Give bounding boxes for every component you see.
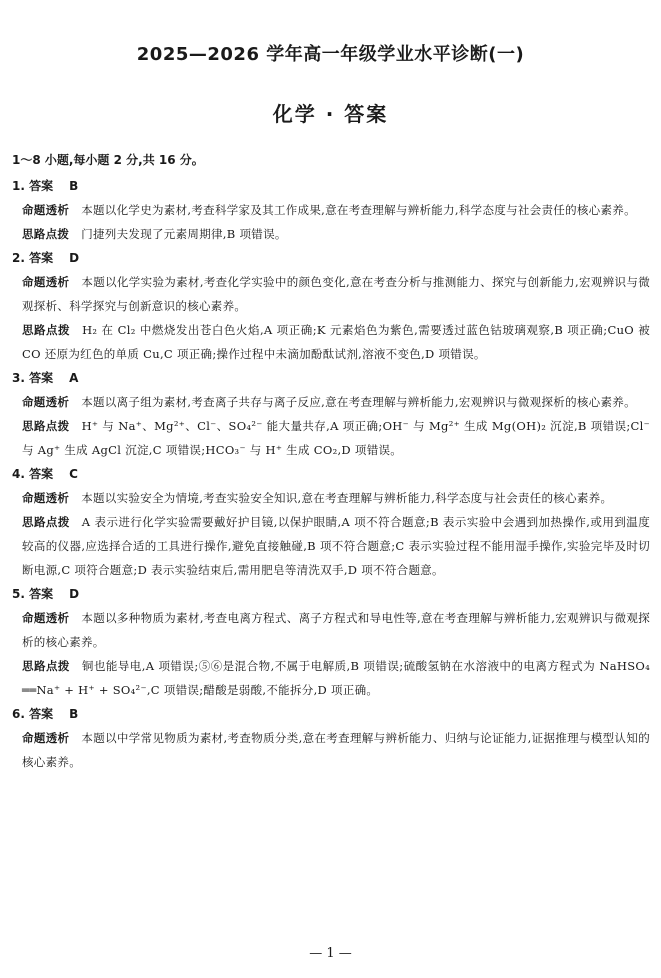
analysis-label: 命题透析 (22, 275, 70, 289)
answer-letter: D (69, 251, 80, 265)
analysis-text: 本题以化学史为素材,考查科学家及其工作成果,意在考查理解与辨析能力,科学态度与社会责任的核心素养。 (81, 203, 636, 217)
answer-content (12, 150, 650, 774)
analysis-paragraph (22, 198, 650, 222)
page-subtitle: 化学 · 答案 (272, 102, 389, 126)
analysis-label: 命题透析 (22, 731, 70, 745)
tip-paragraph (22, 510, 650, 582)
answer-line (12, 462, 650, 486)
answer-line (12, 174, 650, 198)
analysis-paragraph (22, 726, 650, 774)
tip-text: H⁺ 与 Na⁺、Mg²⁺、Cl⁻、SO₄²⁻ 能大量共存,A 项正确;OH⁻ 与 Mg²⁺ 生成 Mg(OH)₂ 沉淀,B 项错误;Cl⁻ 与 Ag⁺ 生成 AgCl 沉淀,C 项错误;HCO₃⁻ 与 H⁺ 生成 CO₂,D 项错误。 (22, 419, 651, 457)
question-number: 2. 答案 (12, 251, 54, 265)
question-number: 6. 答案 (12, 707, 54, 721)
answer-letter: D (69, 587, 80, 601)
analysis-text: 本题以实验安全为情境,考查实验安全知识,意在考查理解与辨析能力,科学态度与社会责任的核心素养。 (81, 491, 613, 505)
page-number: — 1 — (309, 946, 352, 961)
analysis-paragraph (22, 270, 650, 318)
tip-text: H₂ 在 Cl₂ 中燃烧发出苍白色火焰,A 项正确;K 元素焰色为紫色,需要透过蓝色钴玻璃观察,B 项正确;CuO 被 CO 还原为红色的单质 Cu,C 项正确;操作过程中未滴加酚酞试剂,溶液不变色,D 项错误。 (22, 323, 650, 361)
tip-paragraph (22, 414, 650, 462)
analysis-label: 命题透析 (22, 395, 70, 409)
tip-paragraph (22, 222, 650, 246)
question-block (12, 246, 650, 366)
question-number: 4. 答案 (12, 467, 54, 481)
tip-label: 思路点拨 (22, 323, 71, 337)
tip-paragraph (22, 654, 650, 702)
question-block (12, 702, 650, 774)
answer-letter: B (69, 707, 79, 721)
section-intro: 1～8 小题,每小题 2 分,共 16 分。 (12, 153, 204, 167)
tip-label: 思路点拨 (22, 419, 70, 433)
answer-letter: B (69, 179, 79, 193)
answer-line (12, 702, 650, 726)
answer-line (12, 366, 650, 390)
tip-text: 门捷列夫发现了元素周期律,B 项错误。 (81, 227, 287, 241)
tip-label: 思路点拨 (22, 227, 70, 241)
analysis-paragraph (22, 390, 650, 414)
page-title: 2025—2026 学年高一年级学业水平诊断(一) (136, 44, 525, 65)
question-block (12, 174, 650, 246)
analysis-label: 命题透析 (22, 203, 70, 217)
tip-text: 铜也能导电,A 项错误;⑤⑥是混合物,不属于电解质,B 项错误;硫酸氢钠在水溶液中的电离方程式为 NaHSO₄ ══Na⁺ + H⁺ + SO₄²⁻,C 项错误;醋酸是弱酸,不能拆分,D 项正确。 (22, 659, 651, 697)
tip-label: 思路点拨 (22, 515, 70, 529)
question-block (12, 366, 650, 462)
analysis-text: 本题以中学常见物质为素材,考查物质分类,意在考查理解与辨析能力、归纳与论证能力,证据推理与模型认知的核心素养。 (22, 731, 651, 769)
analysis-paragraph (22, 486, 650, 510)
tip-paragraph (22, 318, 650, 366)
analysis-label: 命题透析 (22, 491, 70, 505)
question-number: 5. 答案 (12, 587, 54, 601)
answer-letter: C (69, 467, 78, 481)
question-number: 1. 答案 (12, 179, 54, 193)
tip-label: 思路点拨 (22, 659, 70, 673)
question-number: 3. 答案 (12, 371, 54, 385)
analysis-text: 本题以离子组为素材,考查离子共存与离子反应,意在考查理解与辨析能力,宏观辨识与微观探析的核心素养。 (81, 395, 636, 409)
analysis-label: 命题透析 (22, 611, 70, 625)
question-block (12, 582, 650, 702)
question-block (12, 462, 650, 582)
answer-line (12, 582, 650, 606)
analysis-text: 本题以化学实验为素材,考查化学实验中的颜色变化,意在考查分析与推测能力、探究与创新能力,宏观辨识与微观探析、科学探究与创新意识的核心素养。 (22, 275, 651, 313)
answer-line (12, 246, 650, 270)
tip-text: A 表示进行化学实验需要戴好护目镜,以保护眼睛,A 项不符合题意;B 表示实验中会遇到加热操作,或用到温度较高的仪器,应选择合适的工具进行操作,避免直接触碰,B 项不符合题意;C 表示实验过程不能用湿手操作,实验完毕及时切断电源,C 项符合题意;D 表示实验结束后,需用肥皂等清洗双手,D 项不符合题意。 (22, 515, 650, 577)
answer-letter: A (69, 371, 79, 385)
analysis-paragraph (22, 606, 650, 654)
analysis-text: 本题以多种物质为素材,考查电离方程式、离子方程式和导电性等,意在考查理解与辨析能力,宏观辨识与微观探析的核心素养。 (22, 611, 651, 649)
